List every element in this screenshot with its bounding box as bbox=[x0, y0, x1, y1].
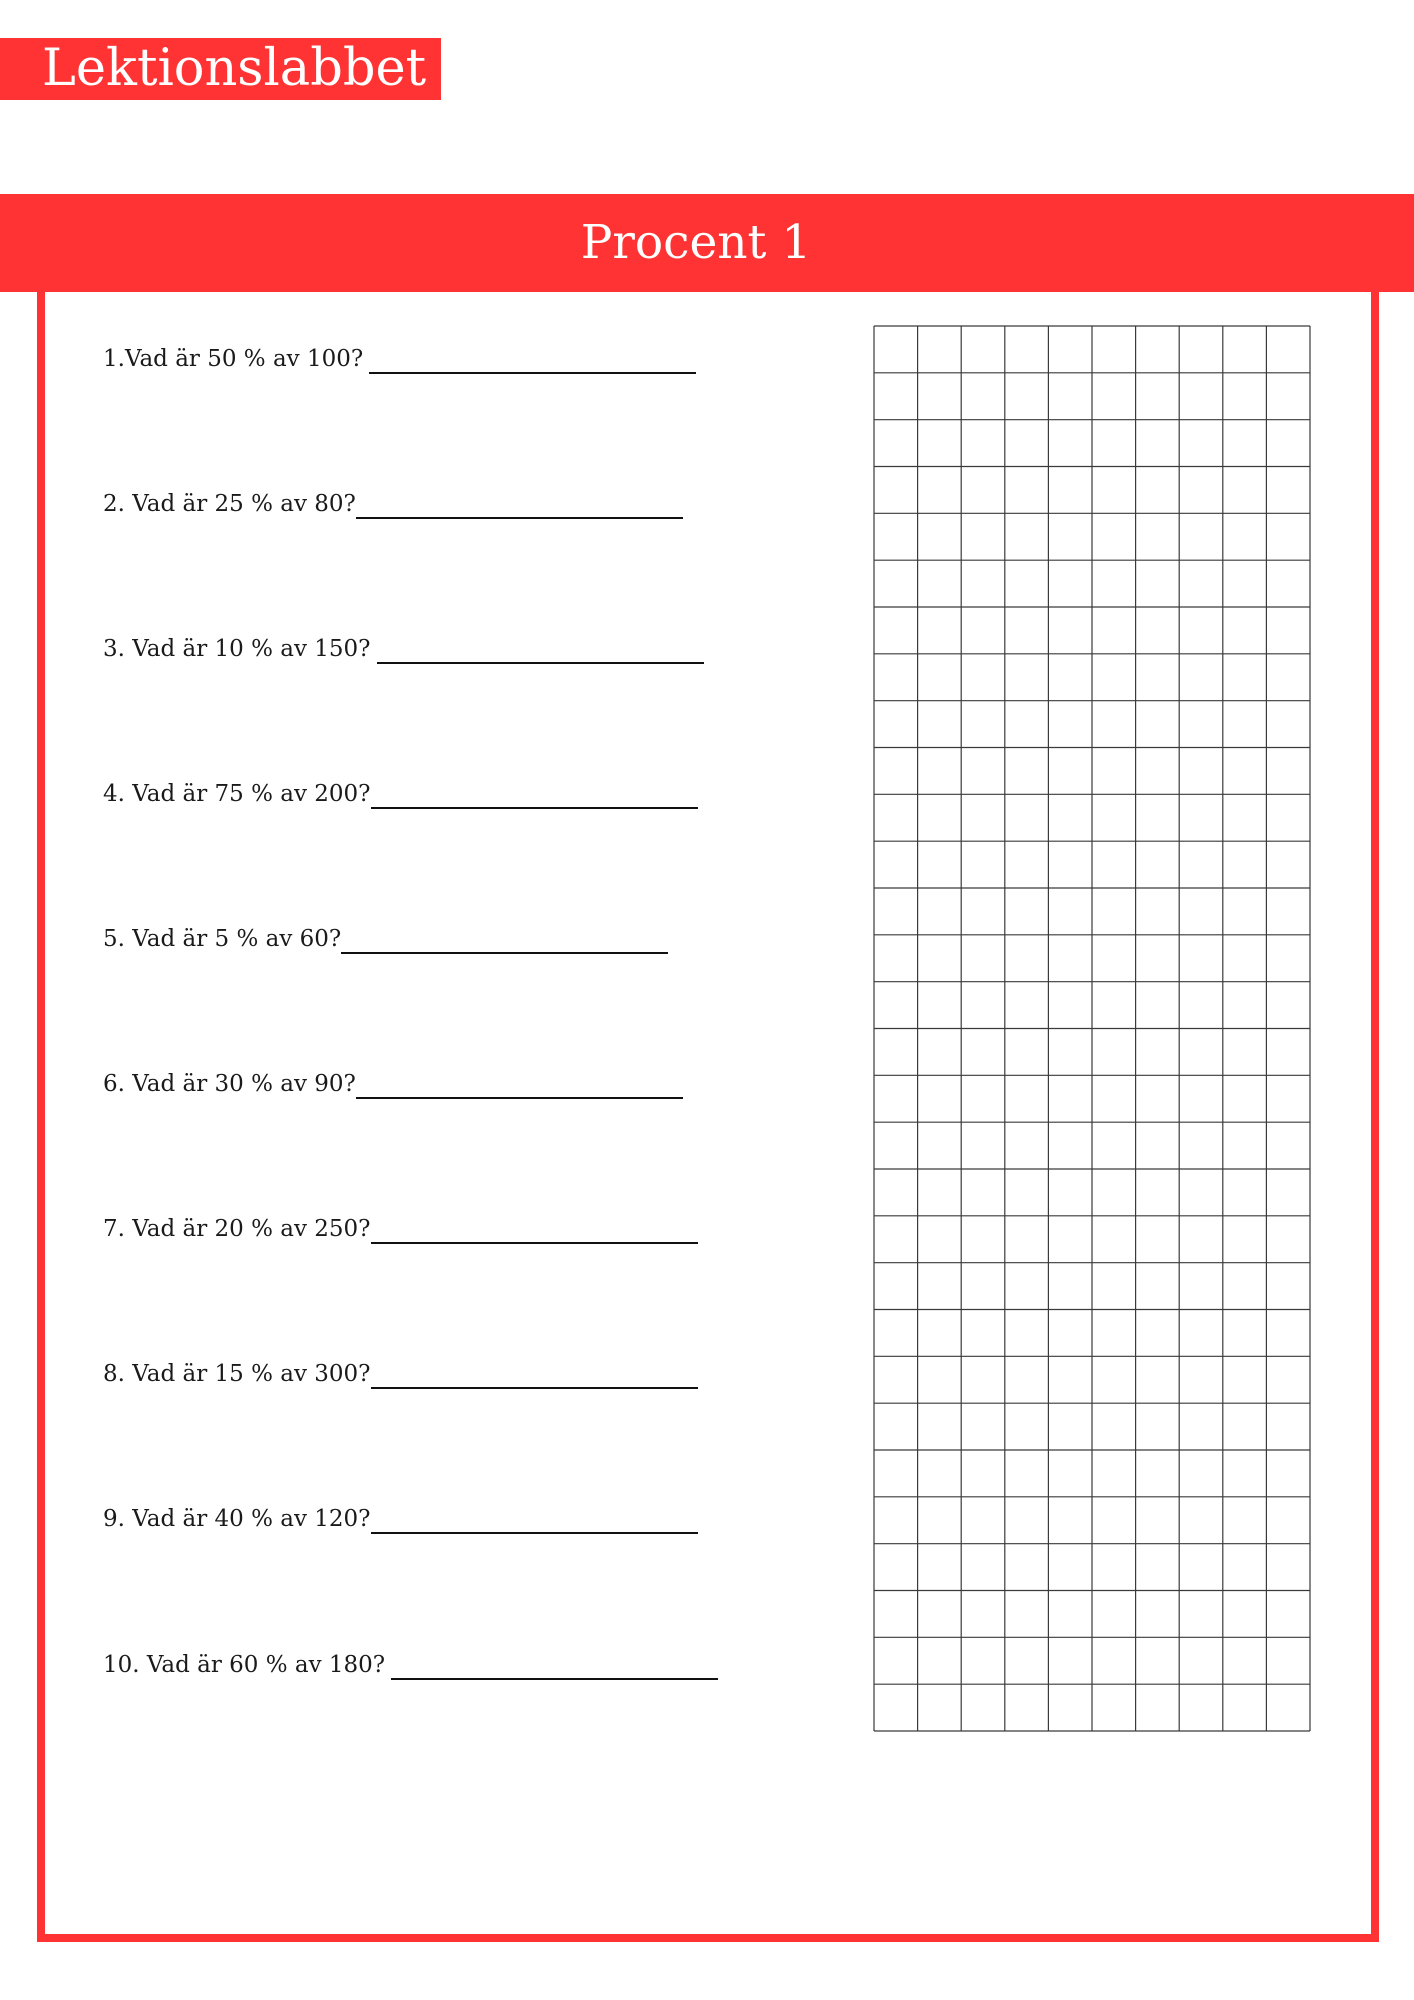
question-7-text: 7. Vad är 20 % av 250? bbox=[103, 1216, 371, 1242]
question-9-text: 9. Vad är 40 % av 120? bbox=[103, 1506, 371, 1532]
question-5-text: 5. Vad är 5 % av 60? bbox=[103, 926, 342, 952]
question-8 bbox=[103, 1359, 698, 1389]
answer-line-9[interactable] bbox=[371, 1505, 698, 1534]
question-4 bbox=[103, 779, 698, 809]
question-8-text: 8. Vad är 15 % av 300? bbox=[103, 1361, 371, 1387]
question-10 bbox=[103, 1650, 718, 1680]
answer-line-3[interactable] bbox=[377, 635, 704, 664]
question-2-text: 2. Vad är 25 % av 80? bbox=[103, 491, 356, 517]
answer-line-6[interactable] bbox=[356, 1070, 683, 1099]
answer-line-4[interactable] bbox=[371, 780, 698, 809]
answer-line-8[interactable] bbox=[371, 1360, 698, 1389]
brand-logo: Lektionslabbet bbox=[0, 38, 441, 100]
question-4-text: 4. Vad är 75 % av 200? bbox=[103, 781, 371, 807]
question-6-text: 6. Vad är 30 % av 90? bbox=[103, 1071, 356, 1097]
grid-svg bbox=[873, 325, 1311, 1732]
question-1-text: 1.Vad är 50 % av 100? bbox=[103, 346, 364, 372]
question-10-text: 10. Vad är 60 % av 180? bbox=[103, 1652, 386, 1678]
answer-line-10[interactable] bbox=[391, 1651, 718, 1680]
question-6 bbox=[103, 1069, 683, 1099]
question-5 bbox=[103, 924, 668, 954]
question-2 bbox=[103, 489, 683, 519]
question-7 bbox=[103, 1214, 698, 1244]
question-9 bbox=[103, 1504, 698, 1534]
worksheet-title: Procent 1 bbox=[580, 215, 812, 270]
scratch-grid bbox=[873, 325, 1311, 1732]
question-3 bbox=[103, 634, 704, 664]
answer-line-1[interactable] bbox=[369, 345, 696, 374]
answer-line-2[interactable] bbox=[356, 490, 683, 519]
answer-line-7[interactable] bbox=[371, 1215, 698, 1244]
answer-line-5[interactable] bbox=[341, 925, 668, 954]
question-3-text: 3. Vad är 10 % av 150? bbox=[103, 636, 371, 662]
question-1 bbox=[103, 344, 696, 374]
